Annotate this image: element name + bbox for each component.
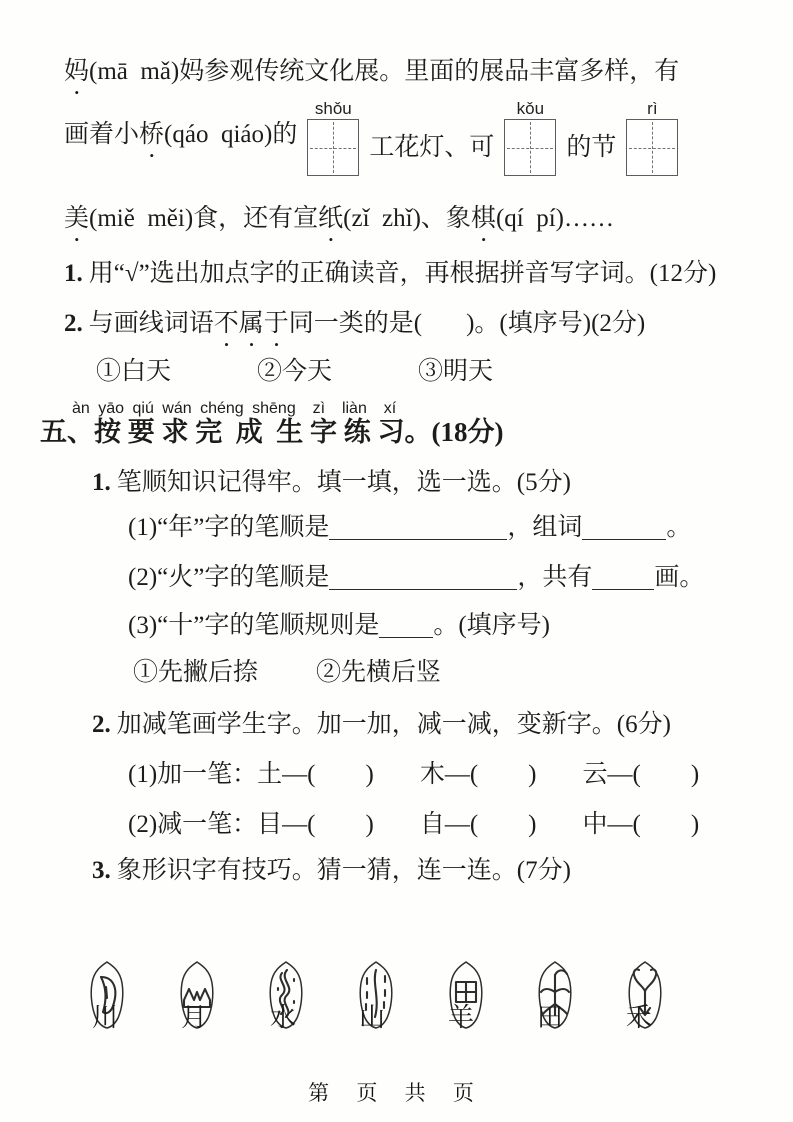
option-pie-na: ①先撇后捺 [133,659,259,686]
passage-line-3-seg2: (zǐ zhǐ)、象 [343,205,471,232]
match-char-yang: 羊 [447,1003,474,1032]
match-char-he: 禾 [625,1003,652,1032]
passage-line-1-text: (mā mǎ)妈参观传统文化展。里面的展品丰富多样，有 [89,58,680,85]
paren-close: ) [528,811,537,838]
section-5-pinyin: àn yāo qiú wán chéng shēng zì liàn xí [72,400,397,417]
base-char: 云 [582,761,608,788]
question-2-pre: 与画线词语 [88,310,214,337]
dotted-char-zhi: 纸 [318,205,344,232]
option-heng-shu: ②先横后竖 [316,659,442,686]
fill-blank-line [582,514,666,541]
paren-close: ) [528,761,537,788]
s5-question-3 [92,855,571,886]
minus-stroke-group-zhong [583,809,700,840]
base-char: 土 [257,761,283,788]
dotted-char-qi: 棋 [470,205,496,232]
match-char-shan: 山 [358,1003,385,1032]
s5-q1-item-1-mid: ，组词 [507,514,583,541]
oracle-moon-icon [80,894,134,1093]
s5-q1-item-3-text: (3)“十”字的笔顺规则是 [128,612,380,639]
s5-question-1-text: 笔顺知识记得牢。填一填，选一选。(5分) [116,469,571,496]
oracle-sheep-icon [618,894,672,1093]
s5-question-2-number: 2. [92,711,111,738]
question-1-number: 1. [64,260,83,287]
pinyin-label-ri: rì [647,99,658,118]
pinyin-label-kou: kǒu [516,99,545,118]
s5-q1-options [133,657,441,688]
s5-q1-item-1 [128,512,691,543]
add-stroke-group-yun [583,759,700,790]
passage-line-2 [64,100,688,176]
option-mingtian: ③明天 [418,358,494,385]
oracle-water-icon [259,894,313,1093]
s5-question-1 [92,467,571,498]
dash-open: —( [282,761,316,788]
base-char: 自 [419,811,445,838]
question-2-options [96,356,493,387]
pinyin-label-shou: shǒu [314,99,352,118]
fill-blank-line [379,612,433,639]
match-char-chuan: 川 [92,1003,119,1032]
passage-line-2-seg3: 工花灯、可 [369,133,495,161]
tianzige-box-icon [307,119,359,176]
oracle-field-icon [439,894,493,1093]
passage-line-3-seg1: (miě měi)食，还有宣 [89,205,319,232]
s5-q2-row-minus-label: (2)减一笔： [128,811,258,838]
pictograph-row [80,894,672,1093]
match-char-tian: 田 [536,1003,563,1032]
question-2 [64,308,645,352]
question-1 [64,258,716,289]
passage-line-2-seg4: 的节 [566,133,617,161]
oracle-river-icon [349,894,403,1093]
dotted-char-qiao: 桥 [139,121,165,148]
writing-box-kou [504,100,556,176]
section-5-title: 五、按 要 求 完 成 生 字 练 习。(18分) [40,417,504,447]
dotted-char-mei: 美 [64,205,90,232]
paren-close: ) [365,811,374,838]
match-characters-row [92,1002,652,1035]
s5-q1-item-3-end: 。(填序号) [433,612,550,639]
s5-question-2-text: 加减笔画学生字。加一加，减一减，变新字。(6分) [116,711,671,738]
s5-question-2 [92,709,671,740]
s5-q1-item-1-end: 。 [666,514,692,541]
question-2-number: 2. [64,310,83,337]
option-jintian: ②今天 [257,358,333,385]
add-stroke-group-tu [257,759,374,790]
passage-line-2-seg2: (qáo qiáo)的 [164,121,298,148]
fill-blank-line [592,564,654,591]
s5-q2-row-add-label: (1)加一笔： [128,761,258,788]
s5-q2-row-minus [128,809,745,840]
question-1-text: 用“√”选出加点字的正确读音，再根据拼音写字词。(12分) [88,260,717,287]
minus-stroke-group-zi [420,809,537,840]
dash-open: —( [444,761,479,788]
option-baitian: ①白天 [96,358,172,385]
dotted-char-ma: 妈 [64,58,90,85]
base-char: 木 [419,761,445,788]
tianzige-box-icon [504,119,556,176]
add-stroke-group-mu [420,759,537,790]
s5-q1-item-1-text: (1)“年”字的笔顺是 [128,514,330,541]
passage-line-3 [64,203,614,247]
oracle-mountain-icon [170,894,224,1093]
dash-open: —( [607,811,641,838]
question-2-post: )。(填序号)(2分) [466,310,646,337]
s5-q1-item-2-text: (2)“火”字的笔顺是 [128,564,330,591]
dash-open: —( [282,811,316,838]
s5-question-1-number: 1. [92,469,111,496]
tianzige-box-icon [626,119,678,176]
dash-open: —( [444,811,479,838]
paren-close: ) [365,761,374,788]
match-char-shui: 水 [269,1003,296,1032]
fill-blank-line [329,564,517,591]
dash-open: —( [607,761,641,788]
question-2-mid: 同一类的是( [288,310,423,337]
s5-q1-item-3 [128,610,550,641]
paren-close: ) [690,811,700,838]
s5-question-3-number: 3. [92,857,111,884]
dotted-phrase-bushuyu: 不属于 [213,310,289,337]
fill-blank-line [329,514,507,541]
base-char: 中 [582,811,608,838]
match-char-yue: 月 [180,1003,207,1032]
s5-q1-item-2-end: 画。 [654,564,705,591]
writing-box-ri [626,100,678,176]
minus-stroke-group-mu4 [257,809,374,840]
base-char: 目 [257,811,283,838]
s5-question-3-text: 象形识字有技巧。猜一猜，连一连。(7分) [116,857,571,884]
oracle-grain-icon [528,894,582,1093]
passage-line-3-seg3: (qí pí)…… [495,205,614,232]
writing-box-shou [307,100,359,176]
page-footer: 第 页 共 页 [308,1081,485,1105]
s5-q1-item-2-mid: ，共有 [517,564,593,591]
s5-q2-row-add [128,759,745,790]
s5-q1-item-2 [128,562,704,593]
passage-line-2-seg1: 画着小 [64,121,140,148]
passage-line-1 [64,56,679,100]
paren-close: ) [690,761,700,788]
